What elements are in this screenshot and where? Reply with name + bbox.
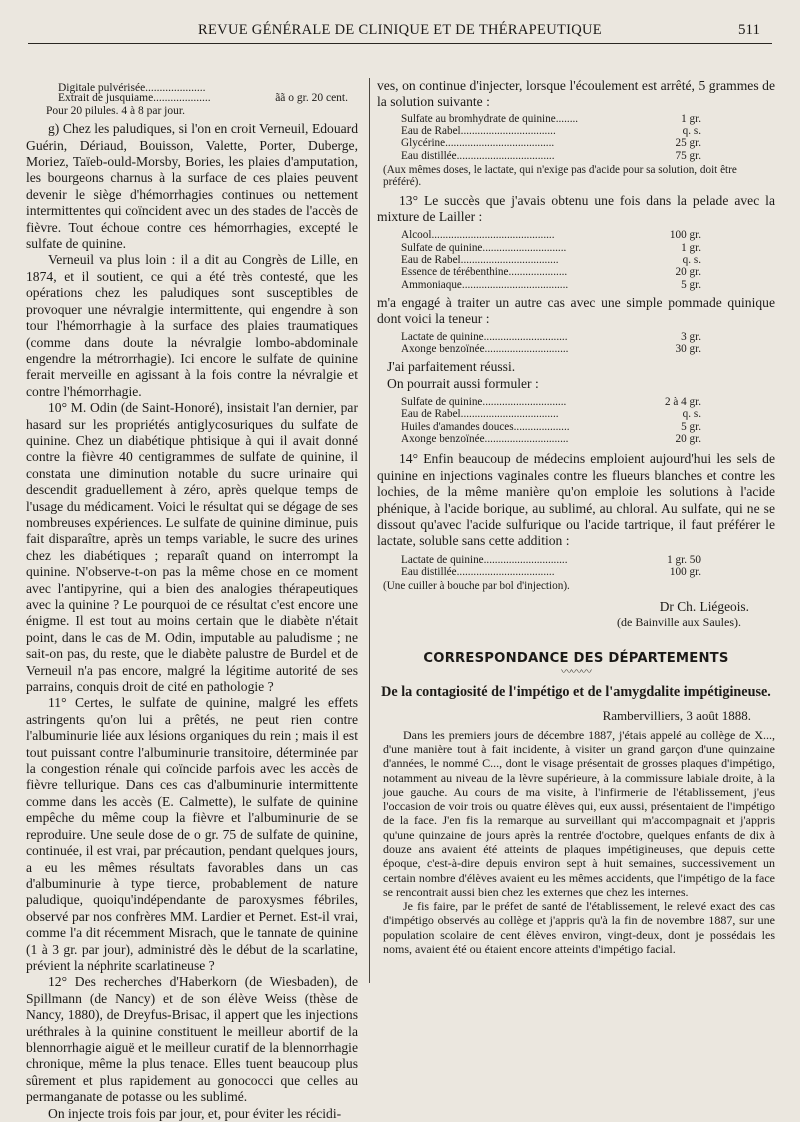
page-number: 511 xyxy=(738,22,760,38)
pill-formula xyxy=(46,82,348,117)
rx-row: Sulfate au bromhydrate de quinine........ 1 gr. xyxy=(401,112,701,125)
rx-row: Eau de Rabel................................... q. s. xyxy=(401,254,701,266)
paragraph-13: 13° Le succès que j'avais obtenu une fois dans la pelade avec la mixture de Lailler : xyxy=(377,192,775,224)
paragraph-g: g) Chez les paludiques, si l'on en croit Verneuil, Edouard Guérin, Dériaud, Bouisson, Valette, Porter, Duberge, Moriez, Taïeb-ould-Morsby, Bories, les plaies d'amputation, les bourgeons charnus à la surface de ces plaies peuvent devenir le siège d'hémorrhagies continues ou nettement intermittentes qui coïncident avec un des stades de l'accès de fièvre. Tout échoue contre ces hémorrhagies, excepté le sulfate de quinine. xyxy=(26,121,358,252)
dateline: Rambervilliers, 3 août 1888. xyxy=(602,707,751,723)
rx-row: Eau distillée................................... 75 gr. xyxy=(401,149,701,162)
prescription-4 xyxy=(401,396,701,445)
rx-row: Ammoniaque...................................... 5 gr. xyxy=(401,278,701,291)
column-rule xyxy=(369,78,370,983)
prescription-note: (Une cuiller à bouche par bol d'injection). xyxy=(383,580,570,593)
section-title: CORRESPONDANCE DES DÉPARTEMENTS xyxy=(423,650,729,666)
paragraph-continued: ves, on continue d'injecter, lorsque l'écoulement est arrêté, 5 grammes de la solution suivante : xyxy=(377,78,775,110)
rx-row: Axonge benzoïnée.............................. 30 gr. xyxy=(401,343,701,355)
formula-note: Pour 20 pilules. 4 à 8 par jour. xyxy=(46,104,185,117)
rx-row: Eau de Rabel.................................. q. s. xyxy=(401,125,701,138)
rx-row: Axonge benzoïnée.............................. 20 gr. xyxy=(401,433,701,445)
rx-row: Eau distillée................................... 100 gr. xyxy=(401,566,701,579)
letter-paragraph: Dans les premiers jours de décembre 1887, j'étais appelé au collège de X..., d'une manière tout à fait incidente, à visiter un grand garçon d'une quinzaine d'années, le nommé C..., dont le visage présentait de grosses plaques d'impétigo, notamment au niveau de la lèvre supérieure, à la commissure labiale droite, à la joue gauche. Au cours de ma visite, à l'infirmerie de l'établissement, j'eus l'occasion de voir trois ou quatre élèves qui, eux aussi, présentaient de l'impétigo de la face. J'en fis la remarque au surveillant qui m'accompagnait et j'appris qu'une quinzaine de jours après la rentrée d'octobre, quelques enfants de dix à douze ans avaient été atteints de plaques impétigineuses, que depuis cette époque, c'est-à-dire depuis environ sept à huit semaines, successivement un certain nombre d'élèves avaient eu les mêmes accidents, que l'impétigo de la face se rencontrait aussi bien chez les externes que chez les internes. xyxy=(383,727,775,899)
rx-row: Sulfate de quinine.............................. 1 gr. xyxy=(401,241,701,254)
paragraph-verneuil: Verneuil va plus loin : il a dit au Congrès de Lille, en 1874, et il soutient, ce qui a été très contesté, que les opérations chez les paludiques sont susceptibles de provoquer une névralgie intermittente, qui engendre à son tour l'hémorrhagie à la surface des plaies traumatiques (comme dans doute la névralgie lombo-abdominale engendre la métrorrhagie). Ici encore le sulfate de quinine ferait merveille en agissant à la fois contre la névralgie et contre l'hémorrhagie. xyxy=(26,252,358,399)
rx-row: Glycérine....................................... 25 gr. xyxy=(401,137,701,150)
paragraph-10: 10° M. Odin (de Saint-Honoré), insistait l'an dernier, par hasard sur les propriétés antiglycosuriques du sulfate de quinine. Chez un diabétique phtisique à qui il avait donné contre la fièvre 40 centigrammes de sulfate de quinine, il constata une diminution notable du sucre urinaire qui descendit graduellement à zéro, après quelque temps de l'usage du médicament. Voici le résultat qui se dégage de ses nombreuses expériences. Le sulfate de quinine diminue, puis fait disparaître, après un temps variable, le sucre des urines chez les diabétiques ; reparaît quand on interrompt la quinine. N'observe-t-on pas la même chose en ce moment avec l'antipyrine, qui a bien des analogies thérapeutiques avec la quinine ? Le pourquoi de ce résultat c'est encore une énigme. Il est tout au moins certain que le diabète n'était point, dans le cas de M. Odin, imputable au paludisme ; ne sait-on pas, du reste, que le diabète palustre de Burdel et de Verneuil n'a pas encore, malgré la légitime autorité de ses parrains, conquis droit de cité en pathologie ? xyxy=(26,400,358,695)
rx-row: Sulfate de quinine.............................. 2 à 4 gr. xyxy=(401,396,701,409)
rx-row: Lactate de quinine.............................. 3 gr. xyxy=(401,330,701,343)
formula-row: Digitale pulvérisée..................... xyxy=(58,82,206,94)
paragraph-formuler: On pourrait aussi formuler : xyxy=(387,375,539,391)
prescription-3 xyxy=(401,331,701,356)
rx-row: Huiles d'amandes douces.................... 5 gr. xyxy=(401,420,701,433)
header-rule xyxy=(28,43,772,44)
prescription-5 xyxy=(401,554,701,579)
author-signature: Dr Ch. Liégeois. xyxy=(659,598,749,614)
letter-paragraph: Je fis faire, par le préfet de santé de l'établissement, le relevé exact des cas d'impétigo observés au collège et j'appris qu'à la fin de novembre 1887, sur une population scolaire de cent élèves environ, vingt-deux, dont je possédais les noms, avaient été ou étaient encore atteints d'impétigo facial. xyxy=(383,899,775,957)
prescription-2 xyxy=(401,229,701,290)
rx-row: Lactate de quinine.............................. 1 gr. 50 xyxy=(401,553,701,566)
paragraph-pommade: m'a engagé à traiter un autre cas avec une simple pommade quinique dont voici la teneur : xyxy=(377,294,775,327)
rx-row: Alcool............................................ 100 gr. xyxy=(401,229,701,242)
author-place: (de Bainville aux Saules). xyxy=(617,614,741,629)
prescription-1 xyxy=(401,113,701,162)
ornament-rule: 〰〰〰 xyxy=(561,665,591,678)
paragraph-12: 12° Des recherches d'Haberkorn (de Wiesbaden), de Spillmann (de Nancy) et de son élève Weiss (thèse de Nancy, 1880), de Dreyfus-Brisac, il appert que les injections uréthrales à la quinine constituent le meilleur abortif de la blennorrhagie aiguë et le meilleur curatif de la blennorrhagie chronique, même la plus tenace. Elles tuent beaucoup plus sûrement et plus rapidement au gonococci que celles au permanganate de potasse ou les sublimé. xyxy=(26,974,358,1105)
left-column xyxy=(26,78,358,1122)
paragraph-injection: On injecte trois fois par jour, et, pour éviter les récidi- xyxy=(48,1105,342,1121)
formula-row: Extrait de jusquiame.................... ãã o gr. 20 cent. xyxy=(58,92,348,105)
paragraph-14: 14° Enfin beaucoup de médecins emploient aujourd'hui les sels de quinine en injections vaginales contre les flueurs blanches et contre les lochies, de la même manière qu'on emploie les solutions à l'acide phénique, à l'acide borique, au sublimé, au chloral. Au sulfate, qui ne se dissout qu'avec l'acide sulfurique ou l'acide tartrique, il faut préférer le lactate, soluble sans cette addition : xyxy=(377,451,775,549)
article-title: De la contagiosité de l'impétigo et de l'amygdalite impétigineuse. xyxy=(381,683,771,700)
rx-row: Eau de Rabel................................... q. s. xyxy=(401,408,701,421)
right-column xyxy=(377,78,775,956)
rx-row: Essence de térébenthine..................... 20 gr. xyxy=(401,266,701,279)
paragraph-11: 11° Certes, le sulfate de quinine, malgré les effets astringents qu'on lui a prêtés, ne peut rien contre l'albuminurie liée aux lésions organiques du rein ; mais il est tout puissant contre l'albuminurie transitoire, déterminée par la congestion rénale qui coïncide parfois avec les accès de fièvre tellurique. Dans ces cas d'albuminurie intermittente comme dans les accès (E. Calmette), le sulfate de quinine empêche du même coup la fièvre et l'albuminurie de se reproduire. Une seule dose de o gr. 75 de sulfate de quinine, continuée, il est vrai, par précaution, pendant quelques jours, a eu les mêmes résultats favorables dans un cas d'albuminurie à type tierce, probablement de nature paludique, quoiqu'indépendante de paroxysmes fébriles, observé par nos confrères MM. Lardier et Pernet. Est-il vrai, comme l'a dit récemment Misrach, que le tannate de quinine (1 à 3 gr. par jour), administré dès le début de la scarlatine, prévient la néphrite scarlatineuse ? xyxy=(26,695,358,973)
prescription-note: (Aux mêmes doses, le lactate, qui n'exige pas d'acide pour sa solution, doit être préféré). xyxy=(383,164,737,189)
running-title: REVUE GÉNÉRALE DE CLINIQUE ET DE THÉRAPEUTIQUE xyxy=(198,22,602,38)
paragraph-success: J'ai parfaitement réussi. xyxy=(387,359,516,375)
